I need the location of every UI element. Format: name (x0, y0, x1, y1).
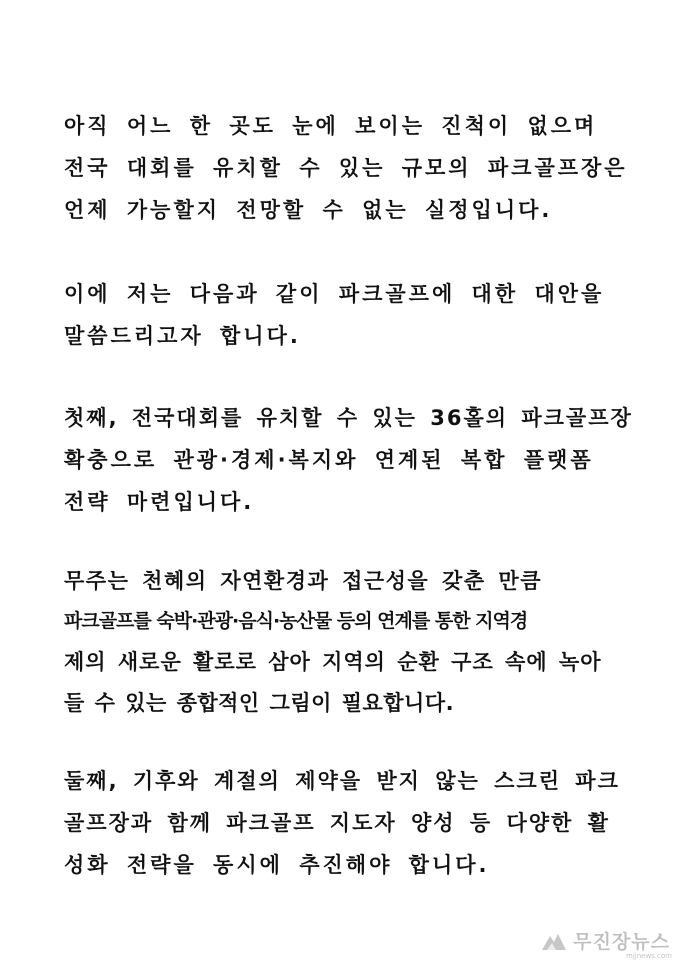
watermark-text: 무진장뉴스 (573, 931, 670, 953)
paragraph-1-line-1: 아직 어느 한 곳도 눈에 보이는 진척이 없으며 (64, 114, 598, 138)
paragraph-4-line-2: 파크골프를 숙박·관광·음식·농산물 등의 연계를 통한 지역경 (64, 610, 528, 632)
paragraph-1-line-3: 언제 가능할지 전망할 수 없는 실정입니다. (64, 198, 553, 222)
paragraph-3-line-2: 확충으로 관광·경제·복지와 연계된 복합 플랫폼 (64, 448, 594, 472)
paragraph-4-line-4: 들 수 있는 종합적인 그림이 필요합니다. (64, 691, 455, 715)
watermark-subtext: mjjnews.com (626, 952, 672, 960)
paragraph-4-line-3: 제의 새로운 활로로 삼아 지역의 순환 구조 속에 녹아 (64, 650, 602, 674)
paragraph-5-line-2: 골프장과 함께 파크골프 지도자 양성 등 다양한 활 (64, 811, 610, 835)
paragraph-2-line-1: 이에 저는 다음과 같이 파크골프에 대한 대안을 (64, 282, 605, 306)
paragraph-4-line-1: 무주는 천혜의 자연환경과 접근성을 갖춘 만큼 (64, 569, 542, 593)
paragraph-1-line-2: 전국 대회를 유치할 수 있는 규모의 파크골프장은 (64, 156, 628, 180)
paragraph-5-line-1: 둘째, 기후와 계절의 제약을 받지 않는 스크린 파크 (64, 769, 620, 793)
paragraph-3-line-3: 전략 마련입니다. (64, 490, 255, 514)
watermark (541, 927, 670, 954)
paragraph-3-line-1: 첫째, 전국대회를 유치할 수 있는 36홀의 파크골프장 (64, 406, 633, 430)
paragraph-2-line-2: 말씀드리고자 합니다. (64, 324, 301, 348)
paragraph-5-line-3: 성화 전략을 동시에 추진해야 합니다. (64, 853, 490, 877)
mountain-logo-icon (541, 930, 567, 952)
